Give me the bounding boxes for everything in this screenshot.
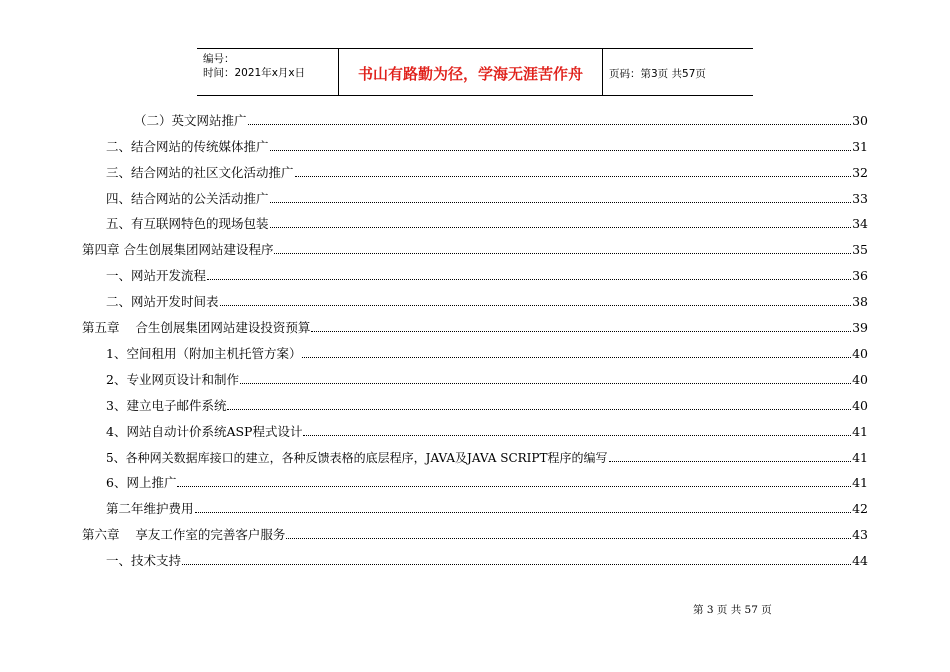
toc-entry-page: 40 bbox=[852, 346, 868, 361]
toc-entry-page: 38 bbox=[852, 294, 868, 309]
page-footer: 第 3 页 共 57 页 bbox=[693, 604, 772, 616]
toc-entry[interactable] bbox=[106, 553, 868, 569]
header-slogan: 书山有路勤为径，学海无涯苦作舟 bbox=[339, 49, 603, 95]
toc-entry-page: 35 bbox=[852, 242, 868, 257]
toc-entry[interactable] bbox=[82, 320, 868, 336]
toc-leader-dots bbox=[311, 330, 851, 332]
toc-entry-title: 二、网站开发时间表 bbox=[106, 294, 219, 309]
toc-entry[interactable] bbox=[134, 113, 868, 129]
toc-entry[interactable] bbox=[106, 346, 868, 362]
toc-leader-dots bbox=[302, 356, 851, 358]
toc-leader-dots bbox=[227, 408, 851, 410]
toc-entry-title: 一、技术支持 bbox=[106, 553, 182, 568]
toc-entry-title: 3、建立电子邮件系统 bbox=[106, 398, 227, 413]
toc-entry-title: 一、网站开发流程 bbox=[106, 268, 207, 283]
toc-leader-dots bbox=[248, 123, 852, 125]
toc-entry-page: 41 bbox=[852, 475, 868, 490]
toc-entry-page: 44 bbox=[852, 553, 868, 568]
toc-entry-page: 32 bbox=[852, 165, 868, 180]
toc-entry-title: 第四章 合生创展集团网站建设程序 bbox=[82, 242, 274, 257]
toc-entry[interactable] bbox=[106, 294, 868, 310]
toc-leader-dots bbox=[177, 485, 851, 487]
toc-entry-page: 41 bbox=[852, 424, 868, 439]
toc-entry-title: 第二年维护费用 bbox=[106, 501, 194, 516]
toc-entry-title: 1、空间租用（附加主机托管方案） bbox=[106, 346, 302, 361]
toc-entry-page: 39 bbox=[852, 320, 868, 335]
toc-entry-page: 42 bbox=[852, 501, 868, 516]
toc-entry-title: 5、各种网关数据库接口的建立，各种反馈表格的底层程序，JAVA及JAVA SCRIPT程序的编写 bbox=[106, 451, 608, 465]
toc-entry-title: 四、结合网站的公关活动推广 bbox=[106, 191, 269, 206]
toc-leader-dots bbox=[207, 278, 851, 280]
toc-leader-dots bbox=[240, 382, 851, 384]
page-header bbox=[197, 48, 753, 96]
toc-leader-dots bbox=[270, 201, 852, 203]
toc-leader-dots bbox=[274, 252, 851, 254]
toc-entry-page: 33 bbox=[852, 191, 868, 206]
header-number-label: 编号： bbox=[203, 53, 235, 65]
toc-leader-dots bbox=[609, 460, 852, 462]
toc-entry[interactable] bbox=[106, 475, 868, 491]
toc-entry-title: 二、结合网站的传统媒体推广 bbox=[106, 139, 269, 154]
toc-entry-page: 40 bbox=[852, 398, 868, 413]
toc-entry[interactable] bbox=[106, 165, 868, 181]
toc-entry-title: 三、结合网站的社区文化活动推广 bbox=[106, 165, 294, 180]
toc-entry[interactable] bbox=[82, 242, 868, 258]
toc-entry[interactable] bbox=[106, 501, 868, 517]
toc-leader-dots bbox=[270, 149, 852, 151]
toc-entry-title: 2、专业网页设计和制作 bbox=[106, 372, 239, 387]
toc-entry-title: 五、有互联网特色的现场包装 bbox=[106, 216, 269, 231]
toc-entry-page: 41 bbox=[852, 450, 868, 465]
toc-entry-page: 34 bbox=[852, 216, 868, 231]
toc-leader-dots bbox=[270, 226, 852, 228]
toc-entry-page: 43 bbox=[852, 527, 868, 542]
header-page-info: 页码：第3页 共57页 bbox=[609, 67, 706, 80]
toc-entry-page: 36 bbox=[852, 268, 868, 283]
toc-entry-title: 第六章 享友工作室的完善客户服务 bbox=[82, 527, 286, 542]
toc-leader-dots bbox=[182, 563, 851, 565]
toc-leader-dots bbox=[303, 434, 851, 436]
toc-entry[interactable] bbox=[106, 398, 868, 414]
toc-entry-page: 30 bbox=[852, 113, 868, 128]
toc-entry-page: 40 bbox=[852, 372, 868, 387]
toc-entry-page: 31 bbox=[852, 139, 868, 154]
toc-entry[interactable] bbox=[106, 372, 868, 388]
toc-entry-title: 6、网上推广 bbox=[106, 475, 177, 490]
toc-entry[interactable] bbox=[106, 139, 868, 155]
toc-entry-title: （二）英文网站推广 bbox=[134, 113, 247, 128]
header-time-label: 时间：2021年x月x日 bbox=[203, 67, 306, 79]
toc-leader-dots bbox=[220, 304, 852, 306]
toc-entry[interactable] bbox=[106, 191, 868, 207]
toc-leader-dots bbox=[195, 511, 852, 513]
toc-entry[interactable] bbox=[106, 268, 868, 284]
toc-entry[interactable] bbox=[106, 424, 868, 440]
toc-leader-dots bbox=[295, 175, 852, 177]
toc-entry[interactable] bbox=[106, 216, 868, 232]
toc-entry[interactable] bbox=[82, 527, 868, 543]
toc-entry[interactable] bbox=[106, 450, 868, 466]
toc-entry-title: 第五章 合生创展集团网站建设投资预算 bbox=[82, 320, 311, 335]
toc-leader-dots bbox=[286, 537, 851, 539]
toc-entry-title: 4、网站自动计价系统ASP程式设计 bbox=[106, 424, 303, 439]
header-info-cell bbox=[197, 49, 339, 95]
